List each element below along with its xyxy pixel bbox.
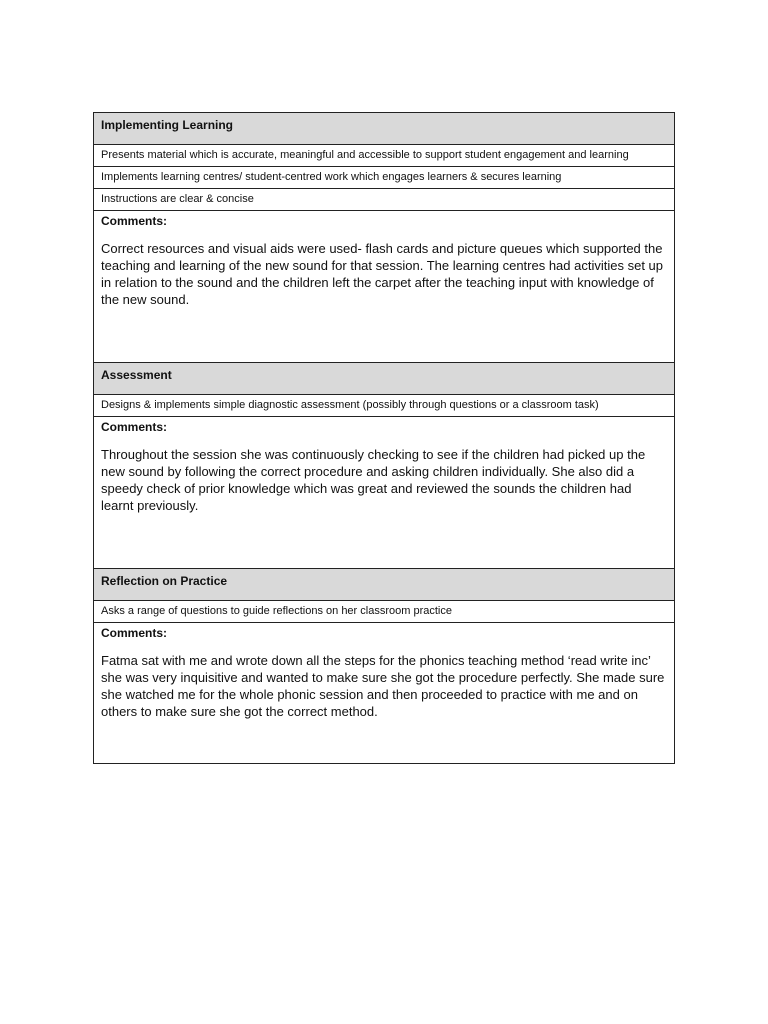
comments-text: Throughout the session she was continuously checking to see if the children had picked up the new sound by following the correct procedure and asking children individually. She also did a speedy check of prior knowledge which was great and reviewed the sounds the children had learnt previously. — [101, 447, 646, 513]
criterion-row — [94, 167, 675, 189]
comments-row — [94, 211, 675, 363]
criterion-row — [94, 189, 675, 211]
comments-row — [94, 417, 675, 569]
criterion-text: Implements learning centres/ student-centred work which engages learners & secures learning — [94, 167, 675, 189]
evaluation-table — [93, 112, 675, 764]
criterion-text: Asks a range of questions to guide reflections on her classroom practice — [94, 601, 675, 623]
criterion-text: Presents material which is accurate, meaningful and accessible to support student engagement and learning — [94, 145, 675, 167]
comments-cell — [94, 417, 675, 569]
comments-label: Comments: — [101, 214, 168, 228]
comments-label: Comments: — [101, 626, 168, 640]
section-header-row — [94, 363, 675, 395]
section-title: Assessment — [101, 368, 172, 382]
criterion-text: Instructions are clear & concise — [94, 189, 675, 211]
section-header — [94, 569, 675, 601]
criterion-row — [94, 145, 675, 167]
section-title: Reflection on Practice — [101, 574, 228, 588]
criterion-row — [94, 601, 675, 623]
comments-cell — [94, 211, 675, 363]
comments-cell — [94, 623, 675, 764]
criterion-text: Designs & implements simple diagnostic assessment (possibly through questions or a classroom task) — [94, 395, 675, 417]
comments-row — [94, 623, 675, 764]
comments-text: Fatma sat with me and wrote down all the steps for the phonics teaching method ‘read write inc’ she was very inquisitive and wanted to make sure she got the procedure perfectly. She made sure she watched me for the whole phonic session and then proceeded to practice with me and on others to make sure she got the correct method. — [101, 653, 665, 719]
section-header-row — [94, 569, 675, 601]
section-title: Implementing Learning — [101, 118, 234, 132]
comments-label: Comments: — [101, 420, 168, 434]
criterion-row — [94, 395, 675, 417]
section-header — [94, 363, 675, 395]
comments-text: Correct resources and visual aids were used- flash cards and picture queues which supported the teaching and learning of the new sound for that session. The learning centres had activities set up in relation to the sound and the children left the carpet after the teaching input with knowledge of the new sound. — [101, 241, 664, 307]
section-header — [94, 113, 675, 145]
section-header-row — [94, 113, 675, 145]
